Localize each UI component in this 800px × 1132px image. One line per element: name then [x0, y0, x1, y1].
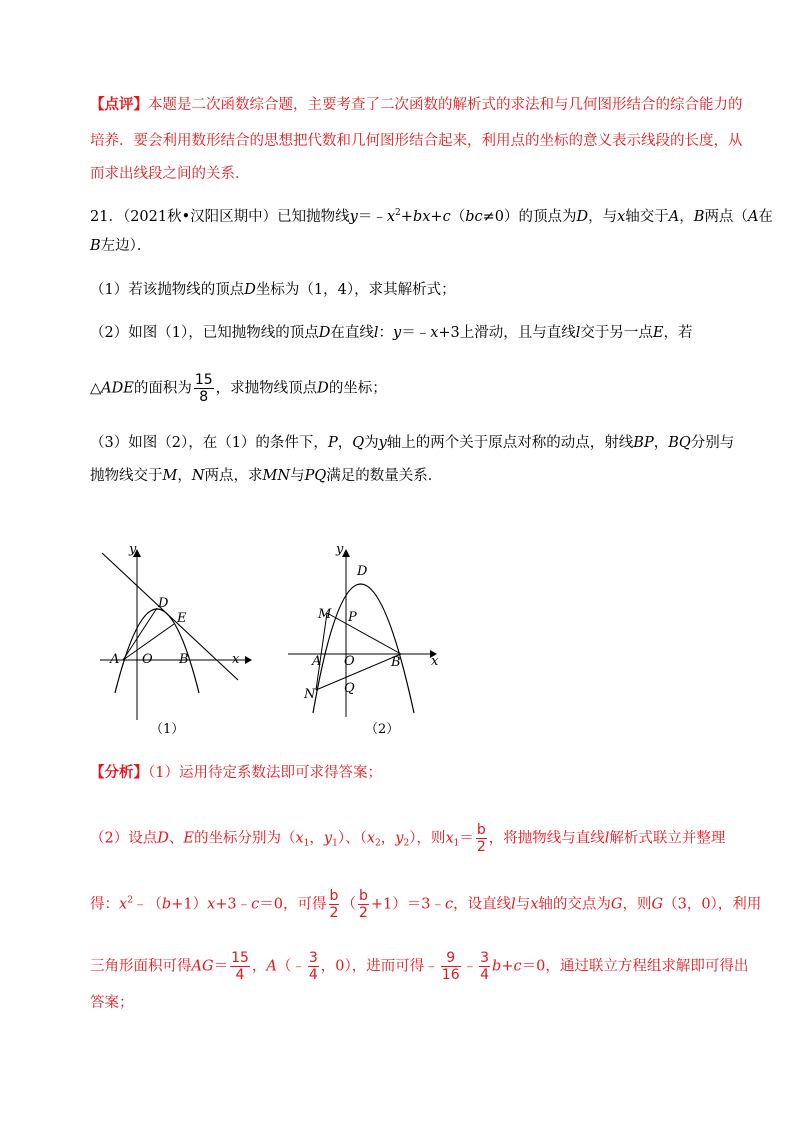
- label-y: y: [129, 542, 137, 557]
- problem-line-1: 21．（2021秋•汉阳区期中）已知抛物线$y=﹣x^2+bx+c(bc\ne 0)$的顶点为D，与x轴交于A，B两点（A在: [90, 208, 773, 225]
- figure-2: [280, 535, 450, 754]
- label-x: x: [232, 652, 240, 667]
- figure-2-caption: （2）: [365, 722, 400, 737]
- label-B: B: [179, 652, 189, 667]
- analysis-line-1: 【分析】（1）运用待定系数法即可求得答案；: [90, 764, 382, 781]
- fraction-15-4: $\frac{15}{4}$: [231, 950, 249, 983]
- ray-BQ: [316, 654, 401, 690]
- label-P: P: [348, 610, 357, 625]
- label-O: O: [344, 654, 355, 669]
- analysis-line-3: 得：$x^2﹣(b+1)x+3﹣c=0$，可得 $\frac{b}{2}$ （ $\frac{b}{2}$ +1）＝3﹣c，设直线l与x轴的交点为G，则G（3，0），利用: [90, 888, 762, 921]
- comment-tag: 【点评】: [90, 96, 148, 113]
- problem-line-2: B左边）．: [90, 238, 152, 254]
- analysis-tag: 【分析】: [90, 764, 148, 781]
- question-2-line-1: （2）如图（1），已知抛物线的顶点D在直线l：y＝﹣x+3上滑动，且与直线l交于另一点E，若: [90, 325, 693, 341]
- label-A: A: [110, 652, 120, 667]
- question-1: （1）若该抛物线的顶点D坐标为（1，4），求其解析式；: [90, 282, 456, 298]
- fraction-b-2-second: $\frac{b}{2}$: [329, 888, 339, 921]
- x-axis-arrow: [245, 656, 252, 664]
- label-D: D: [357, 564, 368, 579]
- fraction-15-8: $\frac{15}{8}$: [194, 372, 213, 405]
- figure-2-diagram: [280, 535, 450, 750]
- comment-line-2: 培养．要会利用数形结合的思想把代数和几何图形结合起来，利用点的坐标的意义表示线段的长度，从: [90, 133, 743, 149]
- label-Q: Q: [344, 681, 355, 696]
- figure-1: [95, 535, 255, 749]
- label-O: O: [142, 652, 153, 667]
- comment-line-3: 而求出线段之间的关系．: [90, 166, 250, 182]
- parabola: [313, 584, 414, 713]
- label-N: N: [304, 687, 316, 702]
- label-y: y: [336, 542, 344, 557]
- label-M: M: [318, 607, 332, 622]
- label-A: A: [312, 654, 322, 669]
- label-E: E: [177, 611, 187, 626]
- ray-BP: [327, 613, 401, 654]
- fraction-b-2-third: $\frac{b}{2}$: [358, 888, 368, 921]
- comment-line-1: 【点评】本题是二次函数综合题，主要考查了二次函数的解析式的求法和与几何图形结合的综合能力的: [90, 96, 743, 113]
- fraction-3-4: $\frac{3}{4}$: [308, 950, 318, 983]
- analysis-line-2: （2）设点D、E的坐标分别为（$x_1$，$y_1$）、（$x_2$，$y_2$），则$x_1=$ $\frac{b}{2}$ ，将抛物线与直线l解析式联立并整理: [90, 822, 726, 855]
- question-3-line-1: （3）如图（2），在（1）的条件下，P，Q为y轴上的两个关于原点对称的动点，射线BP，BQ分别与: [90, 435, 735, 451]
- figure-1-caption: （1）: [150, 722, 185, 737]
- label-B: B: [391, 655, 401, 670]
- analysis-line-4: 三角形面积可得AG＝ $\frac{15}{4}$ ，A（﹣ $\frac{3}{4}$ ，0），进而可得﹣ $\frac{9}{16}$ ﹣ $\frac{3}{4}$ b+c＝0，通过联立方程组求解即可得出: [90, 950, 749, 983]
- fraction-3-4-second: $\frac{3}{4}$: [480, 950, 490, 983]
- label-D: D: [158, 596, 169, 611]
- question-2-line-2: △ADE的面积为 $\frac{15}{8}$ ，求抛物线顶点D的坐标；: [90, 372, 387, 405]
- figure-1-diagram: [95, 535, 255, 745]
- analysis-line-5: 答案；: [90, 995, 134, 1011]
- fraction-b-2: $\frac{b}{2}$: [476, 822, 486, 855]
- label-x: x: [431, 654, 439, 669]
- question-3-line-2: 抛物线交于M，N两点，求MN与PQ满足的数量关系．: [90, 468, 443, 484]
- fraction-9-16: $\frac{9}{16}$: [441, 950, 460, 983]
